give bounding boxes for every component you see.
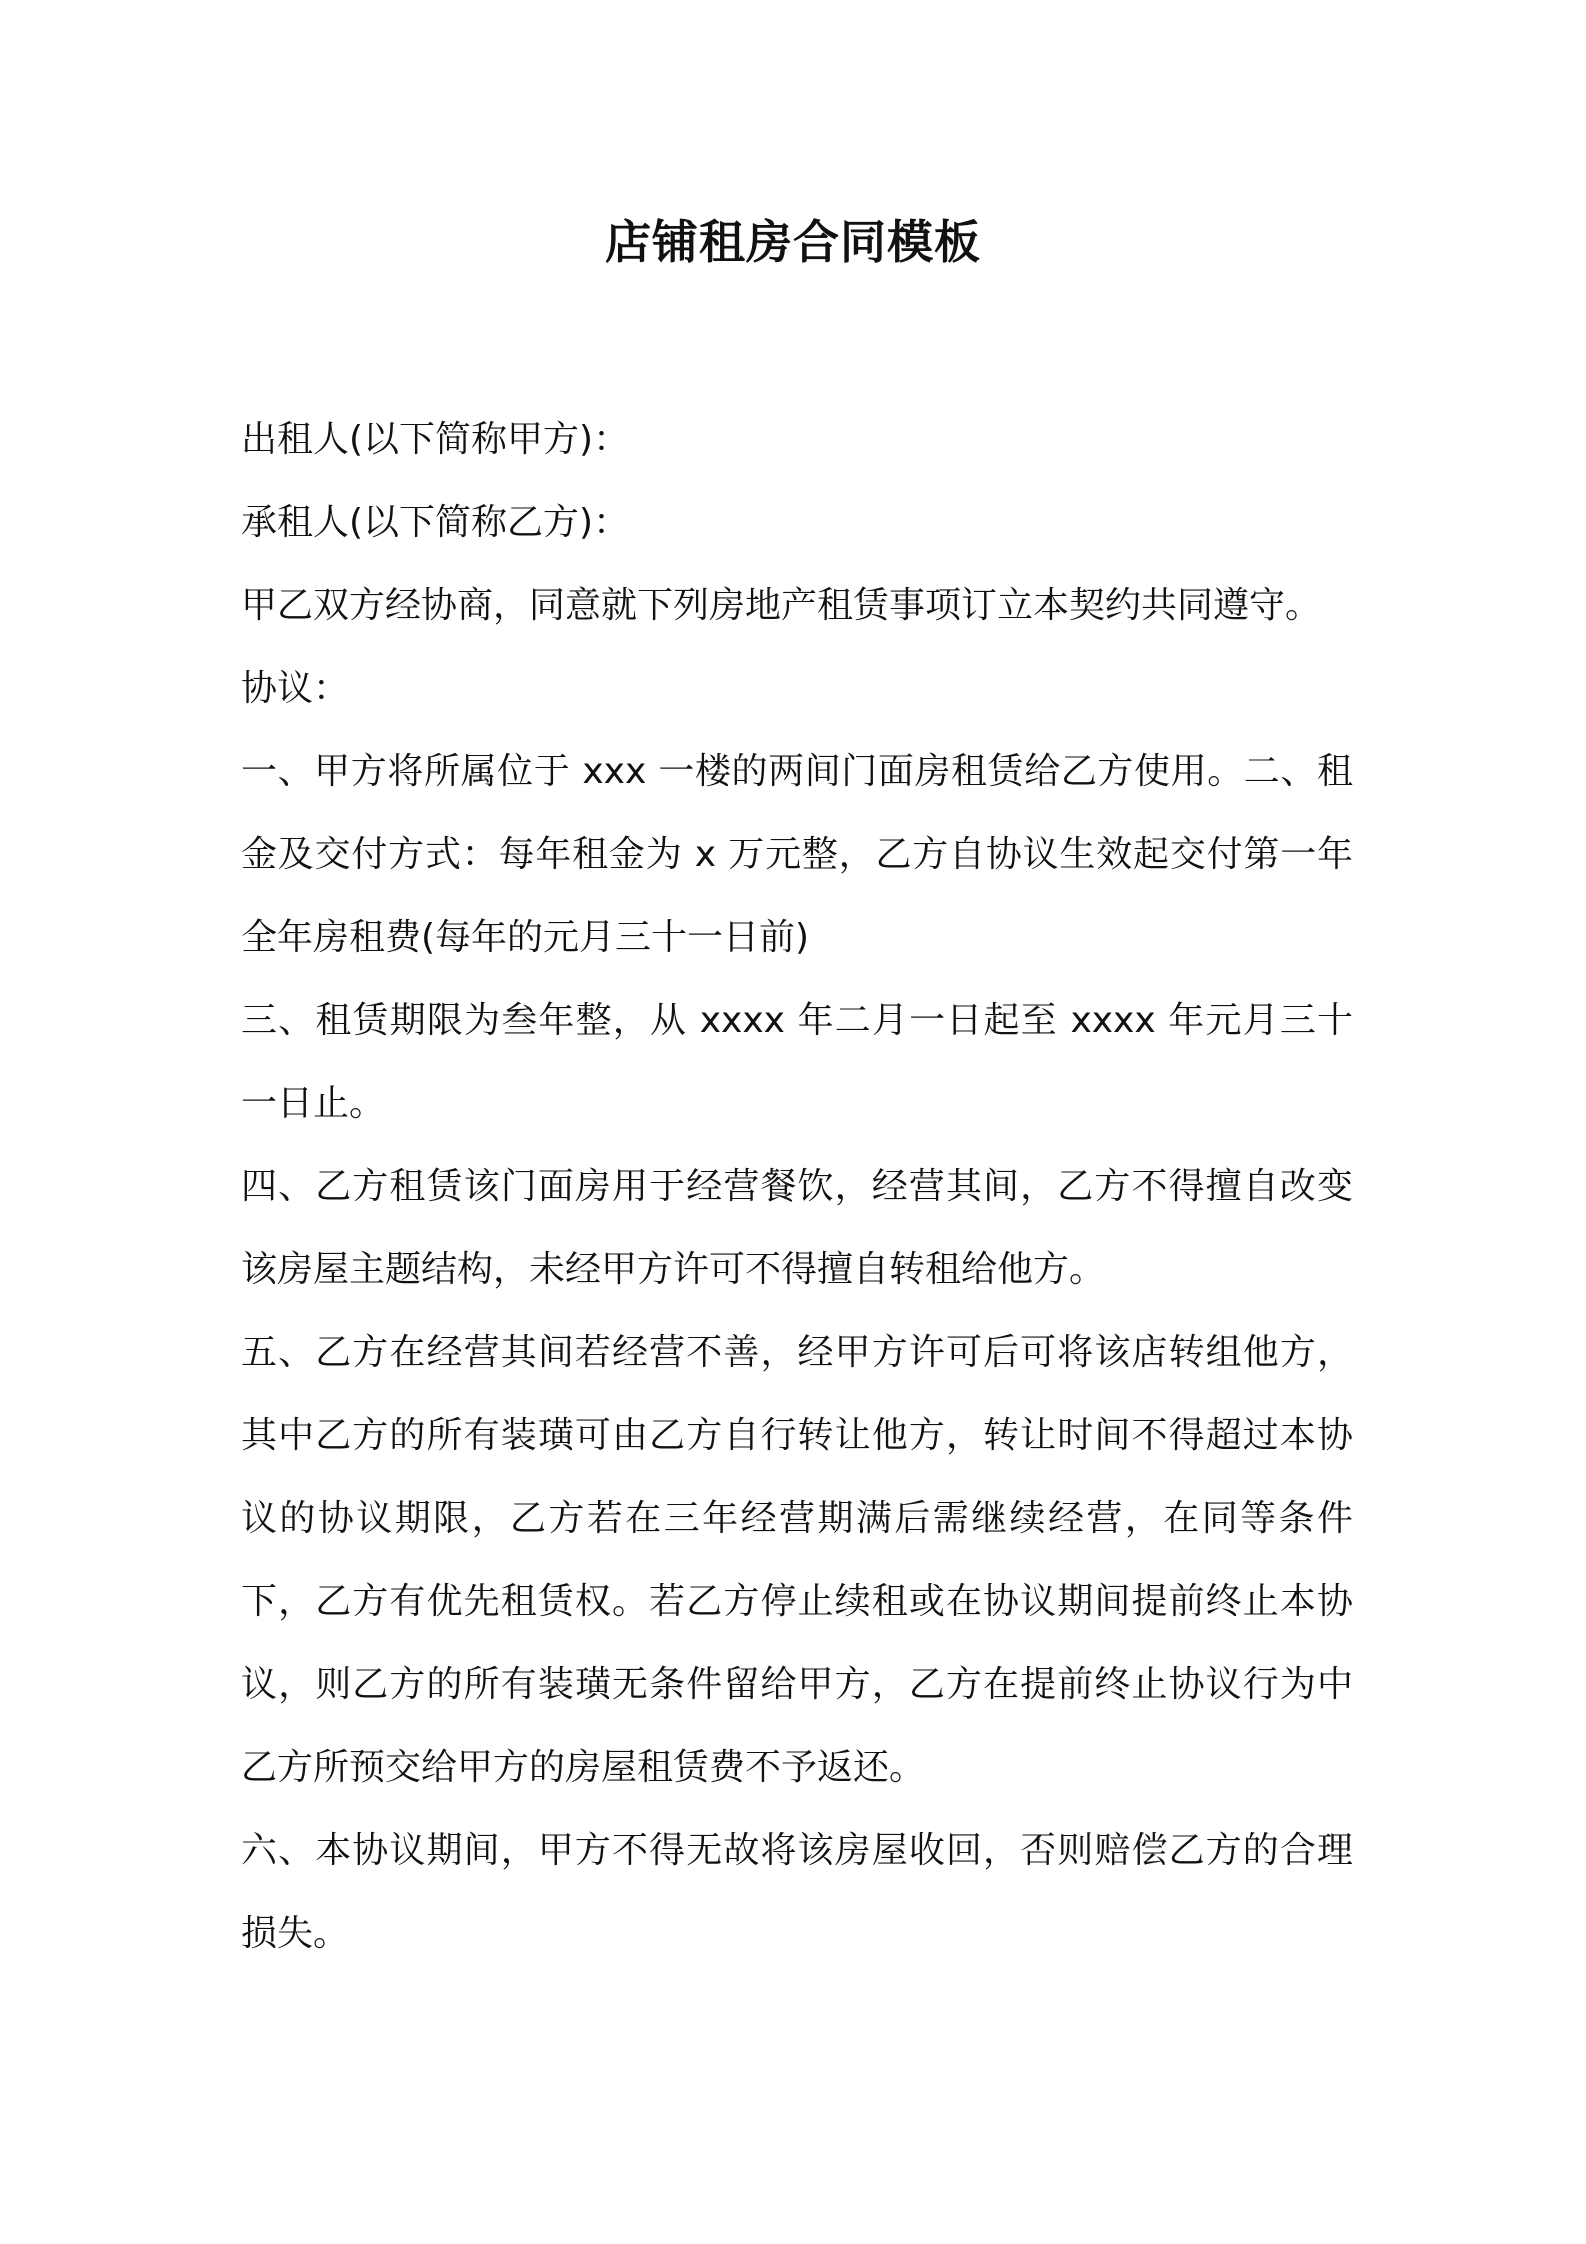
paragraph-clause-1-2: 一、甲方将所属位于 xxx 一楼的两间门面房租赁给乙方使用。二、租金及交付方式：每年租金为 x 万元整，乙方自协议生效起交付第一年全年房租费(每年的元月三十一日前)	[241, 751, 1353, 958]
paragraph-lessor: 出租人(以下简称甲方)：	[241, 419, 630, 460]
paragraph-clause-6: 六、本协议期间，甲方不得无故将该房屋收回，否则赔偿乙方的合理损失。	[241, 1830, 1353, 1954]
paragraph-clause-4: 四、乙方租赁该门面房用于经营餐饮，经营其间，乙方不得擅自改变该房屋主题结构，未经甲方许可不得擅自转租给他方。	[241, 1166, 1353, 1290]
paragraph-lessee: 承租人(以下简称乙方)：	[241, 502, 630, 543]
paragraph-clause-3: 三、租赁期限为叁年整，从 xxxx 年二月一日起至 xxxx 年元月三十一日止。	[241, 1000, 1353, 1124]
document-title: 店铺租房合同模板	[605, 215, 981, 269]
paragraph-preamble: 甲乙双方经协商，同意就下列房地产租赁事项订立本契约共同遵守。	[241, 585, 1322, 626]
document-body	[241, 398, 1353, 1975]
paragraph-clause-5: 五、乙方在经营其间若经营不善，经甲方许可后可将该店转组他方，其中乙方的所有装璜可由乙方自行转让他方，转让时间不得超过本协议的协议期限，乙方若在三年经营期满后需继续经营，在同等条件下，乙方有优先租赁权。若乙方停止续租或在协议期间提前终止本协议，则乙方的所有装璜无条件留给甲方，乙方在提前终止协议行为中乙方所预交给甲方的房屋租赁费不予返还。	[241, 1332, 1353, 1788]
paragraph-agreement-heading: 协议：	[241, 668, 350, 709]
